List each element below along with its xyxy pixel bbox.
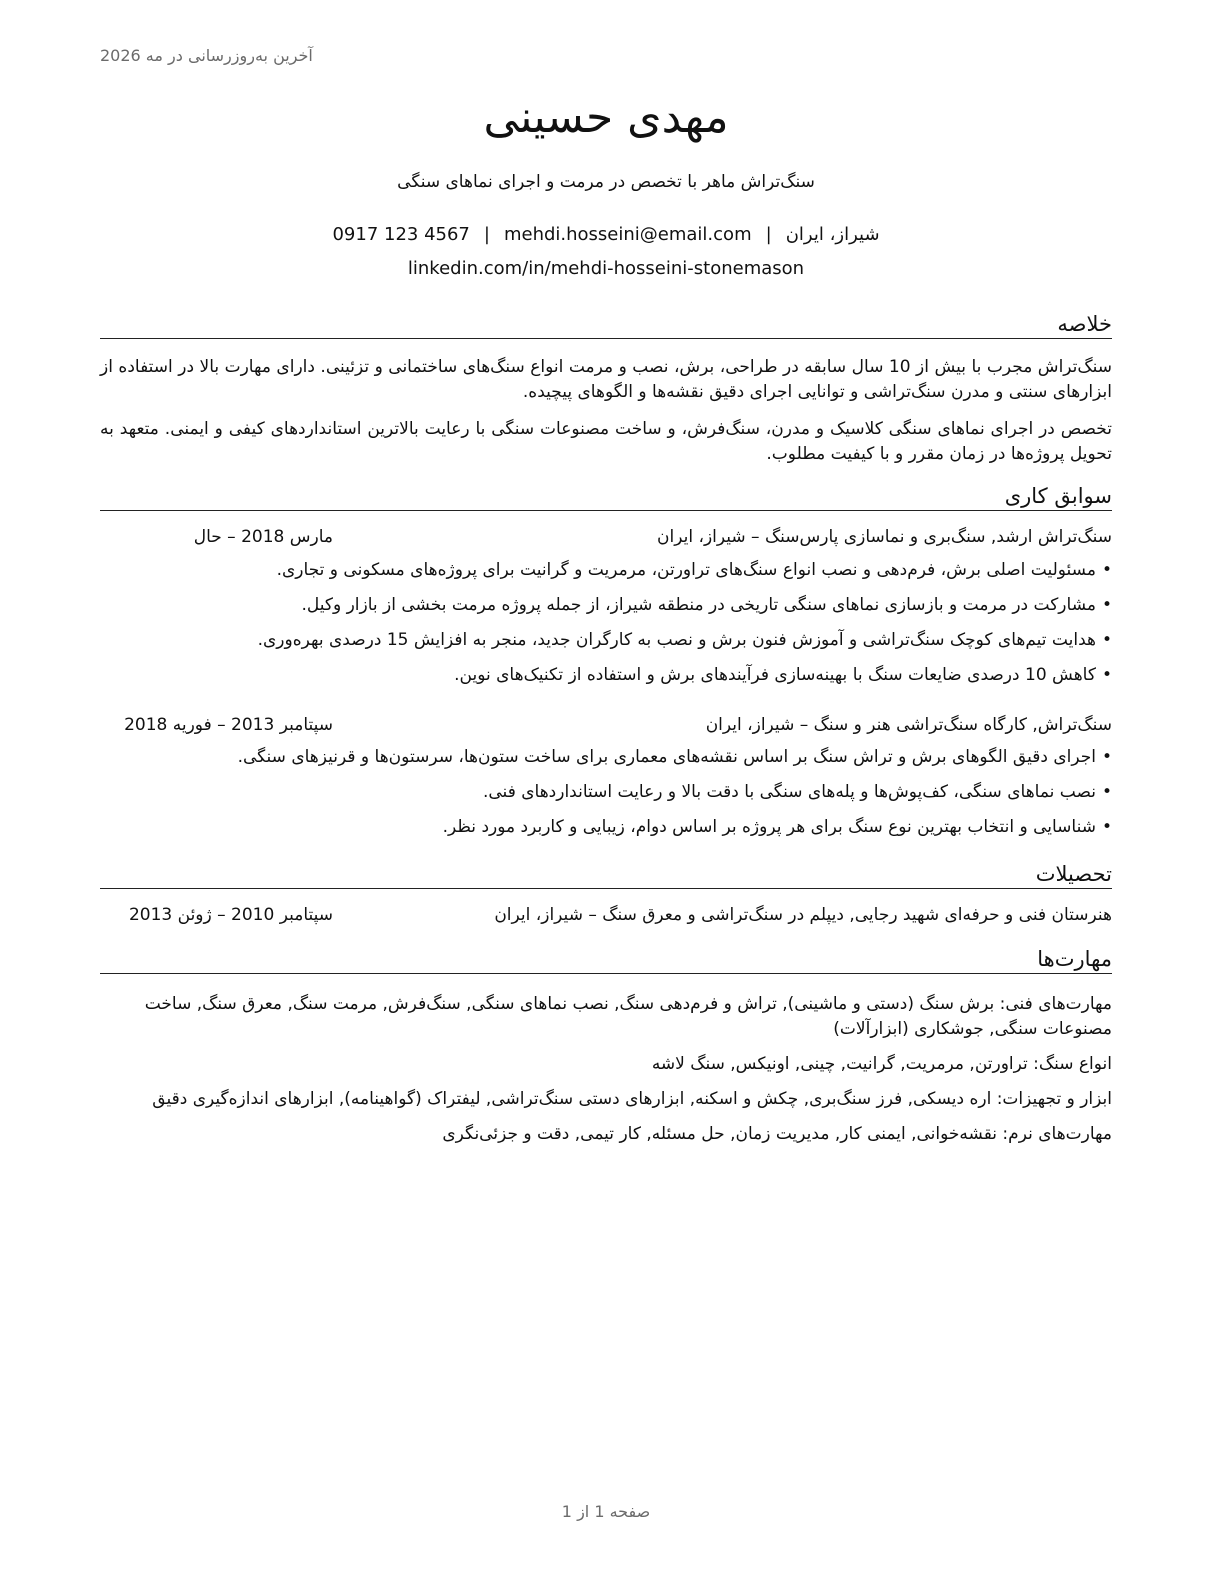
contact-line xyxy=(100,224,1112,245)
separator: | xyxy=(765,224,772,245)
separator: | xyxy=(483,224,490,245)
skill-line: انواع سنگ: تراورتن, مرمریت, گرانیت, چینی, اونیکس, سنگ لاشه xyxy=(651,1054,1112,1074)
email-link[interactable]: mehdi.hosseini@email.com xyxy=(503,224,752,245)
candidate-name: مهدی حسینی xyxy=(483,92,729,143)
linkedin-link[interactable]: linkedin.com/in/mehdi-hosseini-stonemason xyxy=(407,258,805,279)
job-dates: مارس 2018 – حال xyxy=(193,527,333,547)
list-item: • شناسایی و انتخاب بهترین نوع سنگ برای هر پروژه بر اساس دوام، زیبایی و کاربرد مورد نظر. xyxy=(100,814,1112,849)
section-title-skills: مهارت‌ها xyxy=(100,947,1112,974)
phone: 0917 123 4567 xyxy=(332,224,470,245)
resume-page xyxy=(100,0,1112,1584)
last-updated: آخرین به‌روزرسانی در مه 2026 xyxy=(100,46,313,65)
list-item: • کاهش 10 درصدی ضایعات سنگ با بهینه‌سازی فرآیندهای برش و استفاده از تکنیک‌های نوین. xyxy=(100,662,1112,697)
job-heading xyxy=(100,527,1112,553)
education-heading xyxy=(100,905,1112,931)
summary-paragraph-1: سنگ‌تراش مجرب با بیش از 10 سال سابقه در طراحی، برش، نصب و مرمت انواع سنگ‌های ساختمانی و تزئینی. دارای مهارت بالا در استفاده از ابزارهای سنتی و مدرن سنگ‌تراشی و توانایی اجرای دقیق نقشه‌ها و الگوهای پیچیده. xyxy=(100,357,1112,402)
job-heading xyxy=(100,715,1112,741)
list-item: • مشارکت در مرمت و بازسازی نماهای سنگی تاریخی در منطقه شیراز، از جمله پروژه مرمت بخشی از بازار وکیل. xyxy=(100,592,1112,627)
education-title: هنرستان فنی و حرفه‌ای شهید رجایی, دیپلم در سنگ‌تراشی و معرق سنگ – شیراز، ایران xyxy=(494,905,1112,925)
location: شیراز، ایران xyxy=(785,224,880,245)
section-title-experience: سوابق کاری xyxy=(100,484,1112,511)
list-item: • اجرای دقیق الگوهای برش و تراش سنگ بر اساس نقشه‌های معماری برای ساخت ستون‌ها، سرستون‌ها و قرنیزهای سنگی. xyxy=(100,744,1112,779)
skill-line: ابزار و تجهیزات: اره دیسکی, فرز سنگ‌بری, چکش و اسکنه, ابزارهای دستی سنگ‌تراشی, لیفتراک (گواهینامه), ابزارهای اندازه‌گیری دقیق xyxy=(152,1089,1112,1109)
job-dates: سپتامبر 2013 – فوریه 2018 xyxy=(124,715,333,735)
list-item: • نصب نماهای سنگی، کف‌پوش‌ها و پله‌های سنگی با دقت بالا و رعایت استانداردهای فنی. xyxy=(100,779,1112,814)
page-number: صفحه 1 از 1 xyxy=(561,1502,651,1521)
list-item: • هدایت تیم‌های کوچک سنگ‌تراشی و آموزش فنون برش و نصب به کارگران جدید، منجر به افزایش 15 درصدی بهره‌وری. xyxy=(100,627,1112,662)
job-title: سنگ‌تراش ارشد, سنگ‌بری و نماسازی پارس‌سنگ – شیراز، ایران xyxy=(657,527,1112,547)
headline: سنگ‌تراش ماهر با تخصص در مرمت و اجرای نماهای سنگی xyxy=(397,172,815,192)
skill-line: مهارت‌های نرم: نقشه‌خوانی, ایمنی کار, مدیریت زمان, حل مسئله, کار تیمی, دقت و جزئی‌نگری xyxy=(442,1124,1112,1144)
education-dates: سپتامبر 2010 – ژوئن 2013 xyxy=(128,905,333,925)
section-title-education: تحصیلات xyxy=(100,862,1112,889)
job-bullets xyxy=(100,744,1112,849)
job-title: سنگ‌تراش, کارگاه سنگ‌تراشی هنر و سنگ – شیراز، ایران xyxy=(705,715,1112,735)
list-item: • مسئولیت اصلی برش، فرم‌دهی و نصب انواع سنگ‌های تراورتن، مرمریت و گرانیت برای پروژه‌های مسکونی و تجاری. xyxy=(100,557,1112,592)
section-title-summary: خلاصه xyxy=(100,312,1112,339)
summary-paragraph-2: تخصص در اجرای نماهای سنگی کلاسیک و مدرن، سنگ‌فرش، و ساخت مصنوعات سنگی با رعایت بالاترین استانداردهای کیفی و ایمنی. متعهد به تحویل پروژه‌ها در زمان مقرر و با کیفیت مطلوب. xyxy=(100,419,1112,464)
skill-line: مهارت‌های فنی: برش سنگ (دستی و ماشینی), تراش و فرم‌دهی سنگ, نصب نماهای سنگی, سنگ‌فرش, مرمت سنگ, معرق سنگ, ساخت مصنوعات سنگی, جوشکاری (ابزارآلات) xyxy=(144,994,1112,1039)
job-bullets xyxy=(100,557,1112,697)
